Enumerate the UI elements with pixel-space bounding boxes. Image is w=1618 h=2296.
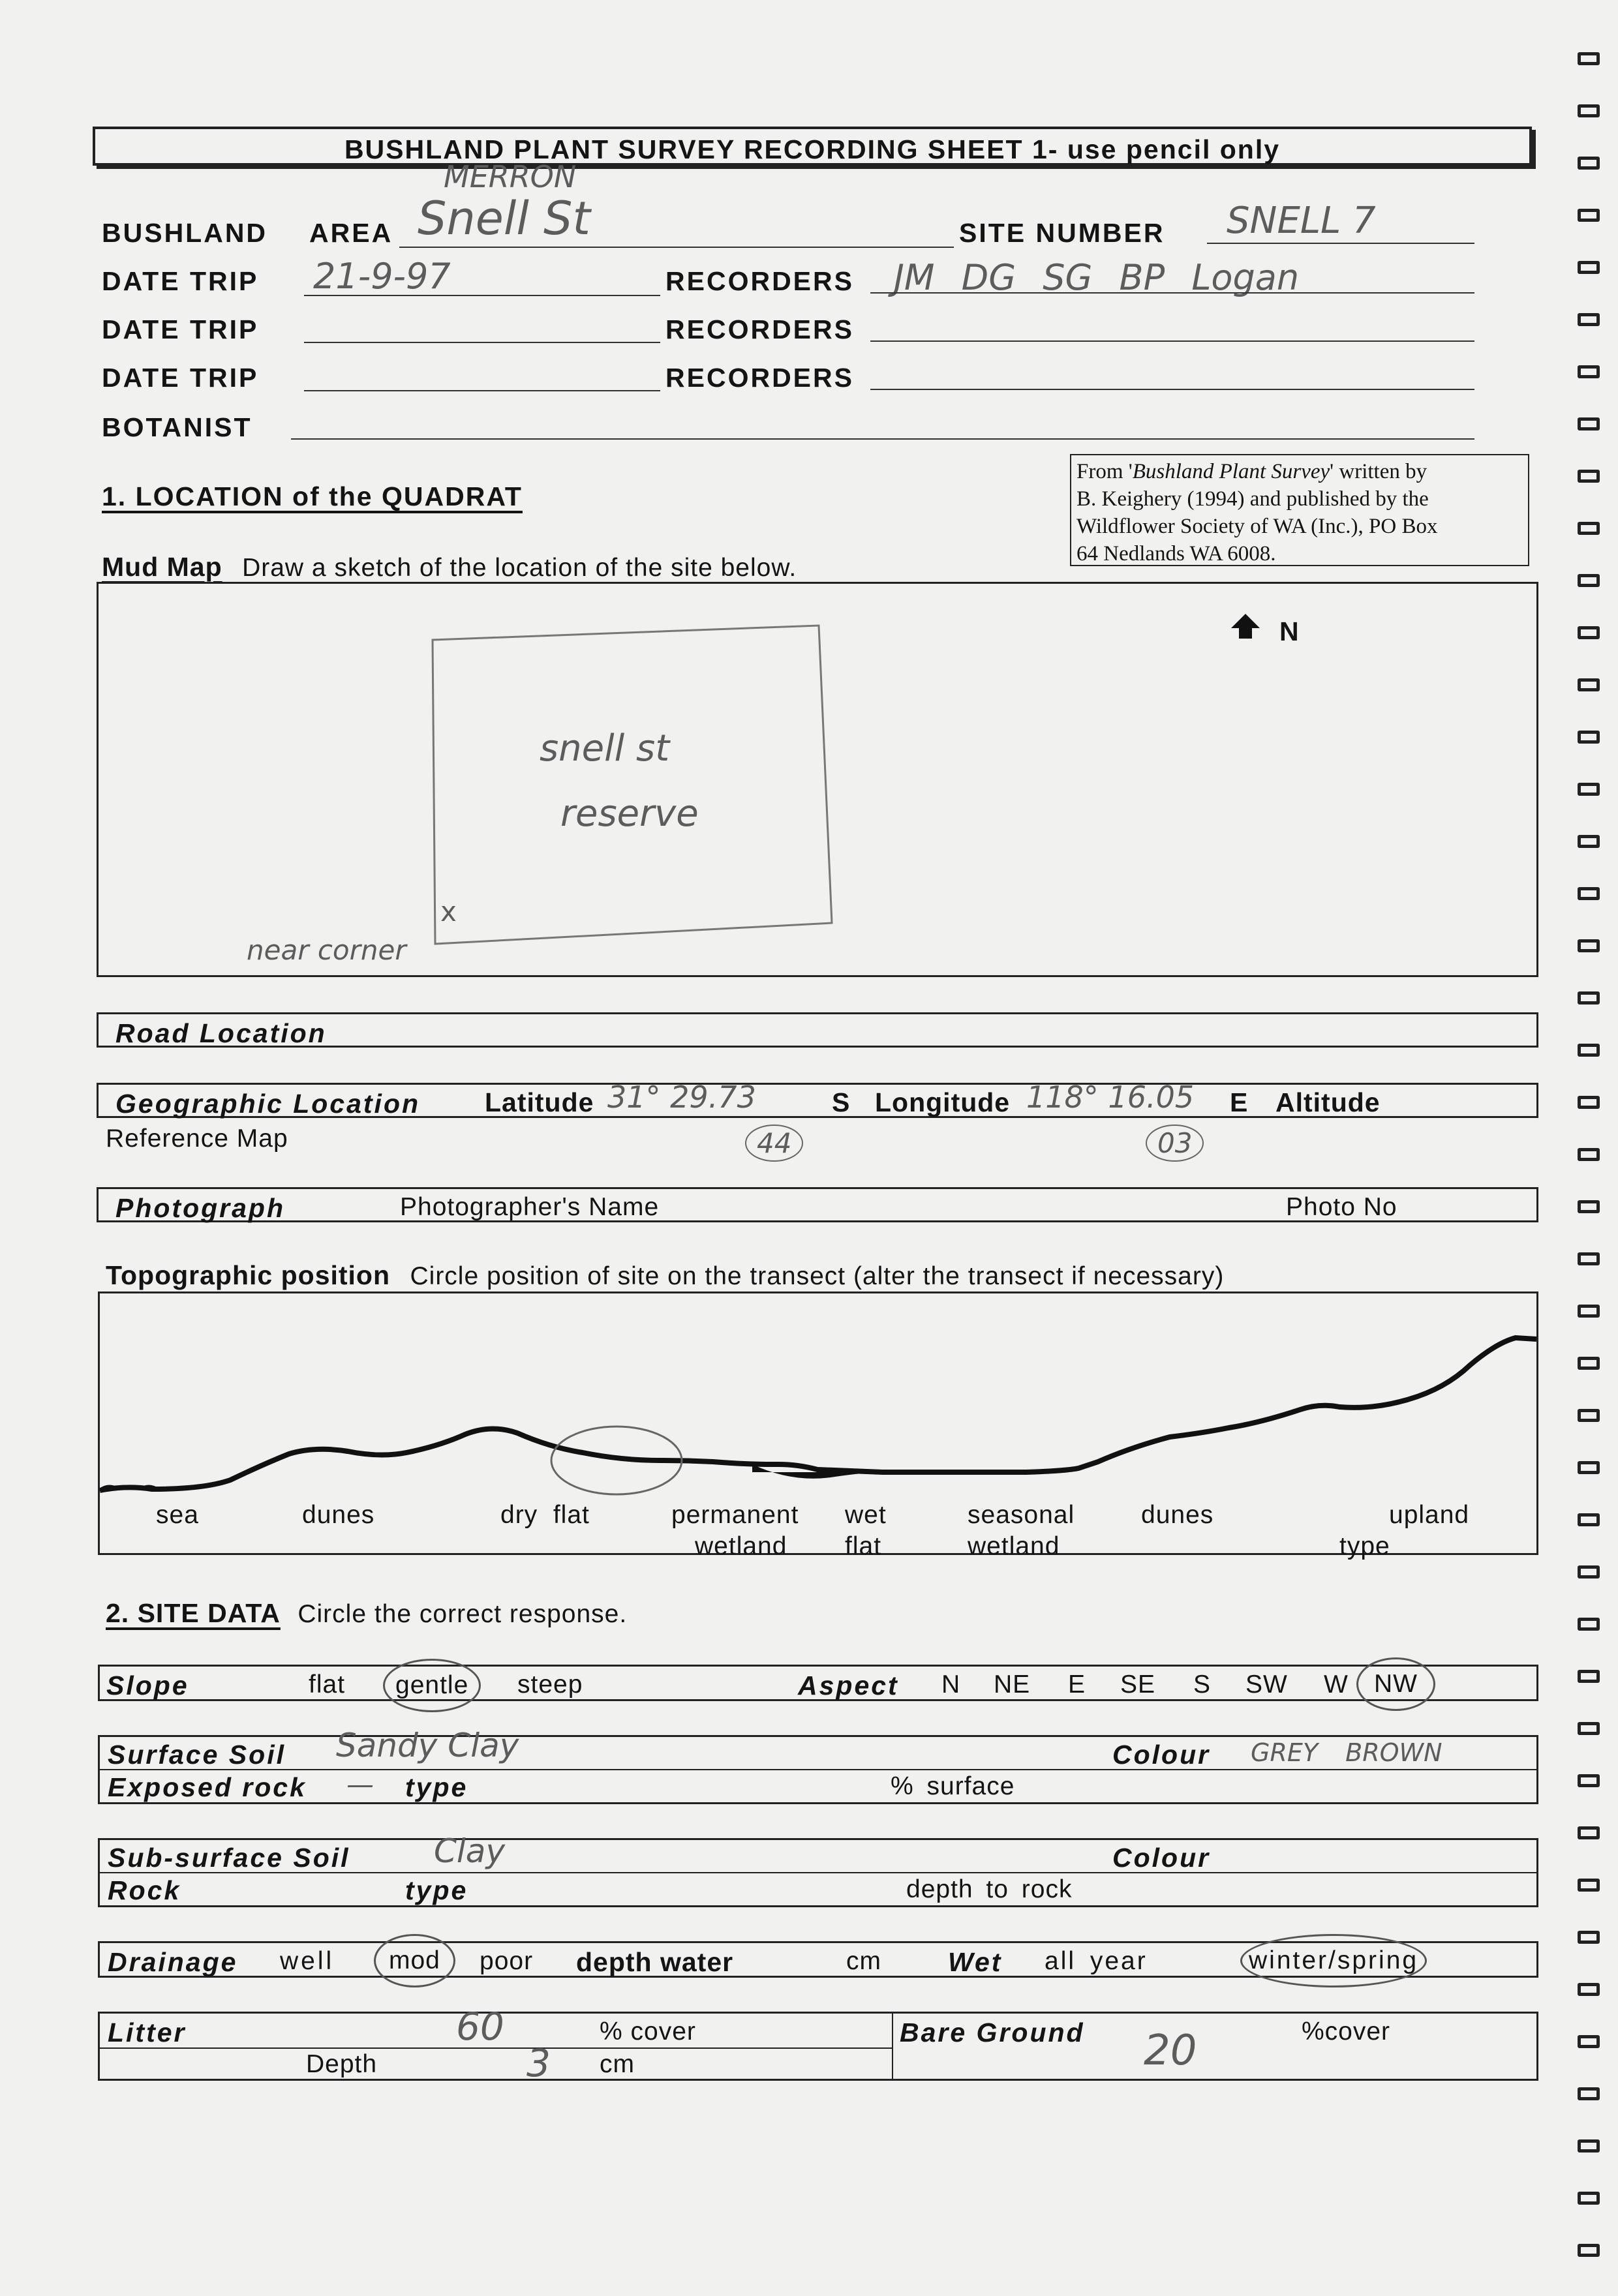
page-title: BUSHLAND PLANT SURVEY RECORDING SHEET 1- use pencil only bbox=[344, 134, 1281, 164]
exposed-rock-value[interactable]: — bbox=[346, 1768, 374, 1800]
aspect-se[interactable]: SE bbox=[1120, 1670, 1156, 1699]
area-label: AREA bbox=[309, 218, 393, 248]
mud-map-instruction-row bbox=[102, 552, 797, 582]
wet-all-year[interactable]: all year bbox=[1045, 1947, 1148, 1975]
photograph-label: Photograph bbox=[115, 1193, 286, 1223]
sketch-text-2: reserve bbox=[560, 793, 699, 835]
exposed-rock-label: Exposed rock bbox=[108, 1772, 307, 1802]
bare-ground-label: Bare Ground bbox=[900, 2017, 1085, 2047]
north-label: N bbox=[1279, 616, 1299, 646]
drainage-mod[interactable]: mod bbox=[374, 1934, 455, 1987]
topo-seasonal[interactable]: seasonal bbox=[968, 1501, 1075, 1529]
depth-water-cm: cm bbox=[846, 1947, 881, 1975]
slope-flat[interactable]: flat bbox=[309, 1670, 346, 1699]
photograph-box[interactable] bbox=[97, 1187, 1538, 1222]
litter-label: Litter bbox=[108, 2017, 187, 2047]
surface-soil-box[interactable] bbox=[98, 1727, 1538, 1804]
area-annotation: MERRON bbox=[444, 159, 577, 194]
sketch-mark: x bbox=[440, 896, 457, 928]
longitude-value[interactable]: 118° 16.05 bbox=[1026, 1080, 1195, 1115]
longitude-label: Longitude bbox=[875, 1087, 1011, 1117]
date-trip-label-2: DATE TRIP bbox=[102, 314, 259, 344]
citation-line-2: B. Keighery (1994) and published by the bbox=[1076, 487, 1429, 511]
topo-permanent[interactable]: permanent bbox=[671, 1501, 799, 1529]
topo-wetland-2[interactable]: wetland bbox=[968, 1532, 1060, 1560]
section2-heading-row bbox=[106, 1598, 627, 1629]
slope-label: Slope bbox=[106, 1670, 189, 1700]
recorders-value-1[interactable]: JM DG SG BP Logan bbox=[894, 257, 1300, 298]
bare-ground-value[interactable]: 20 bbox=[1144, 2027, 1197, 2075]
subsurface-colour-label: Colour bbox=[1112, 1843, 1211, 1873]
road-location-box[interactable] bbox=[97, 1012, 1538, 1048]
drainage-box[interactable] bbox=[98, 1941, 1538, 1978]
drainage-well[interactable]: well bbox=[280, 1947, 335, 1975]
citation-line-4: 64 Nedlands WA 6008. bbox=[1076, 542, 1276, 566]
recorders-label-2: RECORDERS bbox=[665, 314, 854, 344]
topo-upland[interactable]: upland bbox=[1389, 1501, 1470, 1529]
litter-depth-cm: cm bbox=[600, 2050, 635, 2078]
litter-cover-value[interactable]: 60 bbox=[456, 2004, 504, 2049]
north-arrow-icon bbox=[1231, 614, 1260, 639]
date-trip-value-1[interactable]: 21-9-97 bbox=[313, 256, 451, 297]
mud-map-instruction: Draw a sketch of the location of the site below. bbox=[242, 554, 797, 582]
binder-holes bbox=[1578, 52, 1604, 2296]
surface-colour-value[interactable]: GREY BROWN bbox=[1251, 1738, 1442, 1767]
rock-label: Rock bbox=[108, 1875, 181, 1905]
surface-colour-label: Colour bbox=[1112, 1740, 1211, 1770]
bare-ground-cover-label: %cover bbox=[1302, 2017, 1391, 2046]
aspect-ne[interactable]: NE bbox=[994, 1670, 1031, 1699]
citation-line-3: Wildflower Society of WA (Inc.), PO Box bbox=[1076, 515, 1438, 538]
latitude-note: 44 bbox=[745, 1125, 803, 1162]
recorders-label-3: RECORDERS bbox=[665, 363, 854, 393]
topo-instruction: Circle position of site on the transect (alter the transect if necessary) bbox=[410, 1262, 1225, 1290]
wet-label: Wet bbox=[948, 1947, 1003, 1977]
mud-map-sketch bbox=[99, 584, 1536, 975]
sketch-note: near corner bbox=[247, 934, 406, 966]
percent-surface-label: % surface bbox=[891, 1772, 1015, 1800]
slope-aspect-box[interactable] bbox=[98, 1665, 1538, 1701]
reference-map-label: Reference Map bbox=[106, 1125, 288, 1153]
subsurface-value[interactable]: Clay bbox=[434, 1832, 506, 1870]
topo-dry-flat[interactable]: dry flat bbox=[500, 1501, 590, 1529]
section1-heading: 1. LOCATION of the QUADRAT bbox=[102, 481, 523, 511]
topo-type[interactable]: type bbox=[1339, 1532, 1390, 1560]
bushland-label: BUSHLAND bbox=[102, 218, 268, 248]
latitude-label: Latitude bbox=[485, 1087, 594, 1117]
geo-label: Geographic Location bbox=[115, 1089, 421, 1119]
litter-cover-label: % cover bbox=[600, 2017, 696, 2046]
aspect-sw[interactable]: SW bbox=[1245, 1670, 1288, 1699]
topo-heading-row bbox=[106, 1260, 1224, 1291]
topo-label: Topographic position bbox=[106, 1260, 391, 1290]
aspect-n[interactable]: N bbox=[941, 1670, 961, 1699]
mud-map-box[interactable] bbox=[97, 582, 1538, 977]
litter-depth-value[interactable]: 3 bbox=[527, 2041, 551, 2085]
exposed-rock-type-label: type bbox=[405, 1772, 468, 1802]
area-value[interactable]: Snell St bbox=[418, 192, 590, 245]
latitude-value[interactable]: 31° 29.73 bbox=[607, 1080, 756, 1115]
subsurface-label: Sub-surface Soil bbox=[108, 1843, 350, 1873]
depth-water-label: depth water bbox=[576, 1947, 734, 1977]
topo-dunes-2[interactable]: dunes bbox=[1141, 1501, 1214, 1529]
litter-box[interactable] bbox=[98, 2004, 1538, 2085]
date-trip-label-1: DATE TRIP bbox=[102, 266, 259, 296]
photographer-label: Photographer's Name bbox=[400, 1193, 660, 1221]
slope-gentle[interactable]: gentle bbox=[383, 1659, 481, 1712]
rock-type-label: type bbox=[405, 1875, 468, 1905]
section2-heading: 2. SITE DATA bbox=[106, 1598, 281, 1628]
citation-box bbox=[1070, 454, 1529, 566]
sketch-text-1: snell st bbox=[540, 727, 670, 770]
aspect-label: Aspect bbox=[798, 1670, 899, 1700]
mud-map-label: Mud Map bbox=[102, 552, 222, 582]
topo-sea[interactable]: sea bbox=[156, 1501, 199, 1529]
citation-line-1: From 'Bushland Plant Survey' written by bbox=[1076, 460, 1427, 483]
site-number-label: SITE NUMBER bbox=[959, 218, 1165, 248]
aspect-e[interactable]: E bbox=[1068, 1670, 1086, 1699]
aspect-w[interactable]: W bbox=[1324, 1670, 1349, 1699]
slope-steep[interactable]: steep bbox=[517, 1670, 583, 1699]
aspect-nw[interactable]: NW bbox=[1356, 1657, 1435, 1711]
drainage-poor[interactable]: poor bbox=[480, 1947, 534, 1975]
date-trip-label-3: DATE TRIP bbox=[102, 363, 259, 393]
road-location-label: Road Location bbox=[115, 1018, 327, 1048]
topo-wetland-1[interactable]: wetland bbox=[695, 1532, 787, 1560]
surface-soil-value[interactable]: Sandy Clay bbox=[336, 1727, 519, 1764]
recorders-label-1: RECORDERS bbox=[665, 266, 854, 296]
drainage-label: Drainage bbox=[108, 1947, 238, 1977]
site-number-value[interactable]: SNELL 7 bbox=[1227, 200, 1376, 242]
topo-wet[interactable]: wet bbox=[845, 1501, 887, 1529]
depth-to-rock-label: depth to rock bbox=[906, 1875, 1073, 1903]
lat-dir: S bbox=[832, 1087, 852, 1117]
geo-location-box[interactable] bbox=[97, 1080, 1538, 1119]
transect-box[interactable] bbox=[98, 1292, 1538, 1560]
aspect-s[interactable]: S bbox=[1193, 1670, 1212, 1699]
litter-depth-label: Depth bbox=[306, 2050, 378, 2078]
wet-winter-spring[interactable]: winter/spring bbox=[1240, 1934, 1427, 1987]
surface-soil-label: Surface Soil bbox=[108, 1740, 286, 1770]
photo-no-label: Photo No bbox=[1286, 1193, 1397, 1221]
topo-flat[interactable]: flat bbox=[845, 1532, 882, 1560]
section2-instruction: Circle the correct response. bbox=[298, 1600, 628, 1628]
botanist-label: BOTANIST bbox=[102, 412, 252, 442]
altitude-label: Altitude bbox=[1275, 1087, 1381, 1117]
lon-dir: E bbox=[1230, 1087, 1250, 1117]
longitude-note: 03 bbox=[1146, 1125, 1204, 1162]
topo-dunes-1[interactable]: dunes bbox=[302, 1501, 375, 1529]
title-box bbox=[93, 127, 1532, 166]
subsurface-soil-box[interactable] bbox=[98, 1832, 1538, 1907]
